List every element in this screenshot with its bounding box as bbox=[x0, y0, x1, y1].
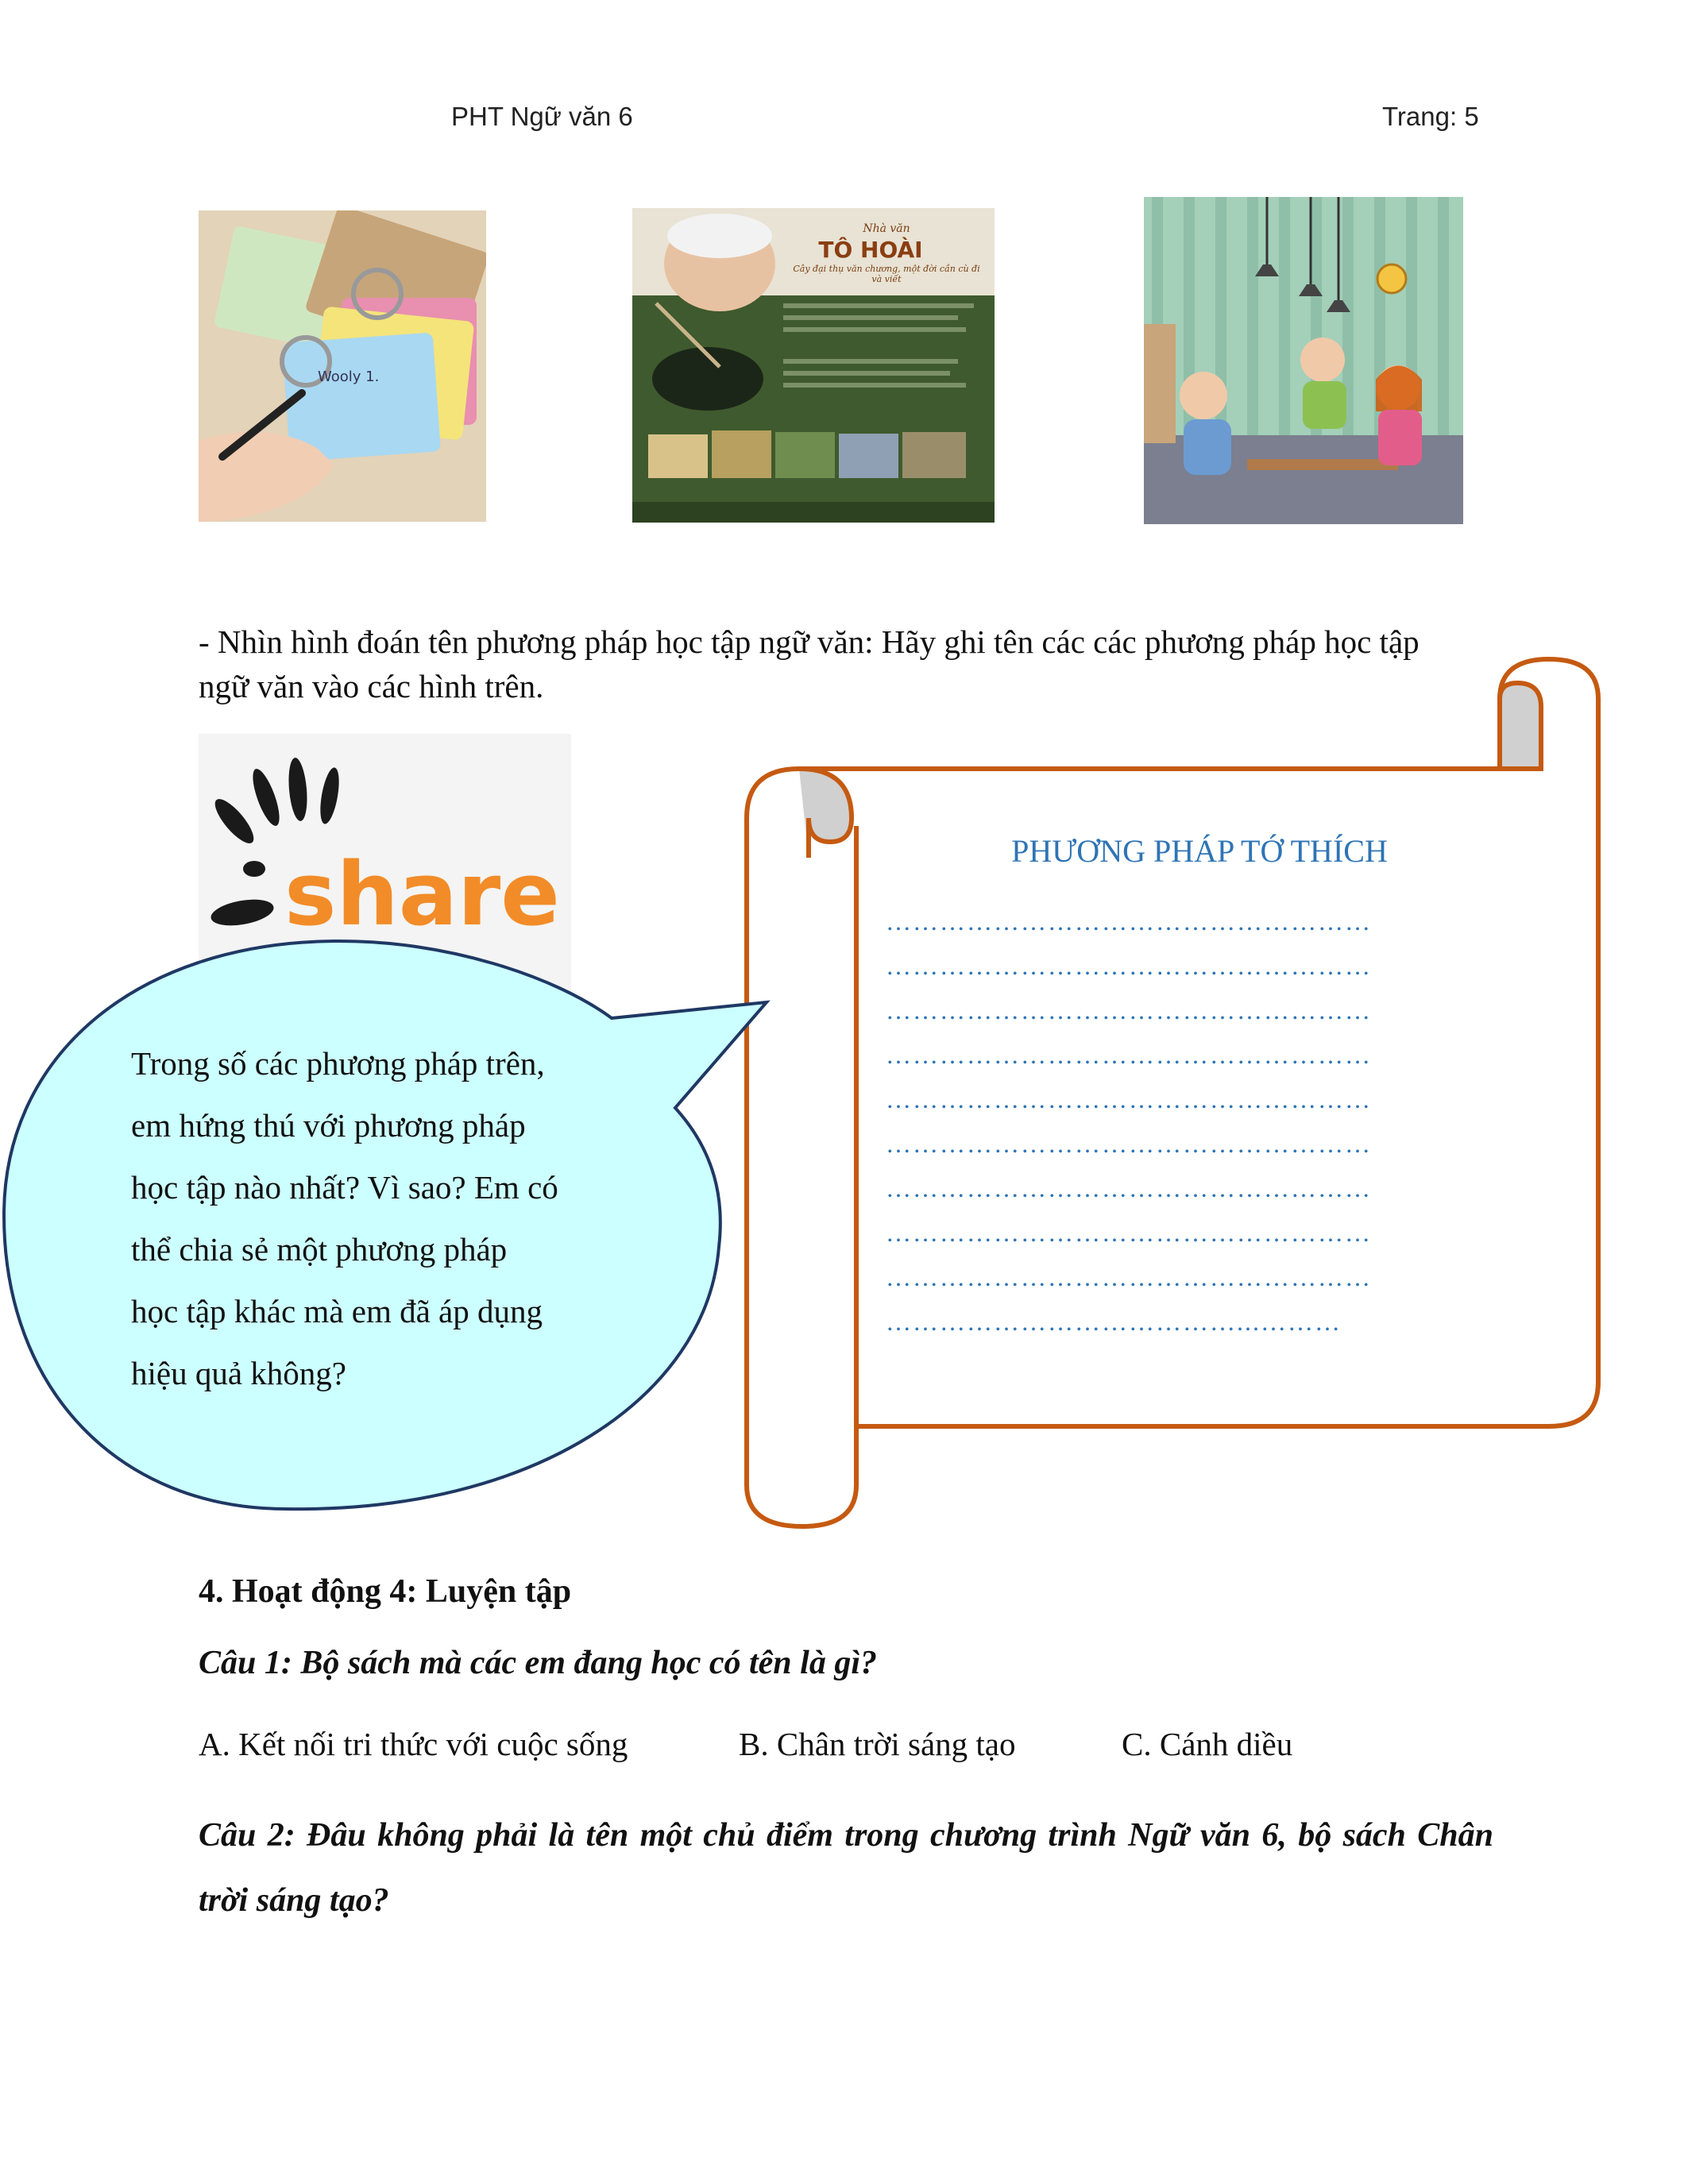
option-b: B. Chân trời sáng tạo bbox=[739, 1726, 1016, 1762]
writing-line-9: ……………………………………………… bbox=[886, 1263, 1372, 1291]
option-a: A. Kết nối tri thức với cuộc sống bbox=[199, 1726, 628, 1762]
bubble-line: thể chia sẻ một phương pháp bbox=[131, 1231, 508, 1268]
scroll-title: PHƯƠNG PHÁP TỚ THÍCH bbox=[1011, 833, 1388, 869]
bubble-line: Trong số các phương pháp trên, bbox=[131, 1045, 545, 1082]
option-c: C. Cánh diều bbox=[1122, 1726, 1293, 1762]
writing-line-10: …………………………………...……… bbox=[886, 1307, 1342, 1336]
writing-line-7: ……………………………………………… bbox=[886, 1174, 1372, 1202]
poster-name: TÔ HOÀI bbox=[818, 237, 923, 263]
flashcard-label: Wooly 1. bbox=[318, 369, 380, 385]
activity-heading: 4. Hoạt động 4: Luyện tập bbox=[199, 1573, 572, 1610]
share-word: share bbox=[284, 843, 560, 945]
writing-line-8: ……………………………………………… bbox=[886, 1218, 1372, 1247]
writing-line-1: ……………………………………………… bbox=[886, 907, 1372, 936]
header-right-page-number: Trang: 5 bbox=[1382, 102, 1479, 131]
poster-overline: Nhà văn bbox=[863, 222, 910, 235]
instruction-text: - Nhìn hình đoán tên phương pháp học tập ngữ văn: Hãy ghi tên các các phương pháp học tập ngữ văn vào các hình trên. bbox=[199, 623, 1420, 704]
bubble-line: học tập nào nhất? Vì sao? Em có bbox=[131, 1169, 558, 1206]
poster-tagline: Cây đại thụ văn chương, một đời cần cù đi và viết bbox=[793, 264, 980, 284]
scroll-curl-top-right bbox=[1500, 683, 1541, 769]
writing-line-2: ……………………………………………… bbox=[886, 951, 1372, 980]
bubble-question bbox=[131, 1032, 592, 1404]
writing-line-5: ……………………………………………… bbox=[886, 1085, 1372, 1113]
writing-line-4: ……………………………………………… bbox=[886, 1040, 1372, 1069]
bubble-line: em hứng thú với phương pháp bbox=[131, 1107, 526, 1144]
writing-line-6: ……………………………………………… bbox=[886, 1129, 1372, 1158]
header-left: PHT Ngữ văn 6 bbox=[451, 102, 633, 131]
writing-line-3: ……………………………………………… bbox=[886, 996, 1372, 1024]
bubble-line: hiệu quả không? bbox=[131, 1355, 346, 1391]
question-1: Câu 1: Bộ sách mà các em đang học có tên là gì? bbox=[199, 1645, 877, 1681]
question-2: Câu 2: Đâu không phải là tên một chủ điểm trong chương trình Ngữ văn 6, bộ sách Chân trời sáng tạo? bbox=[199, 1817, 1493, 1919]
bubble-line: học tập khác mà em đã áp dụng bbox=[131, 1293, 543, 1329]
